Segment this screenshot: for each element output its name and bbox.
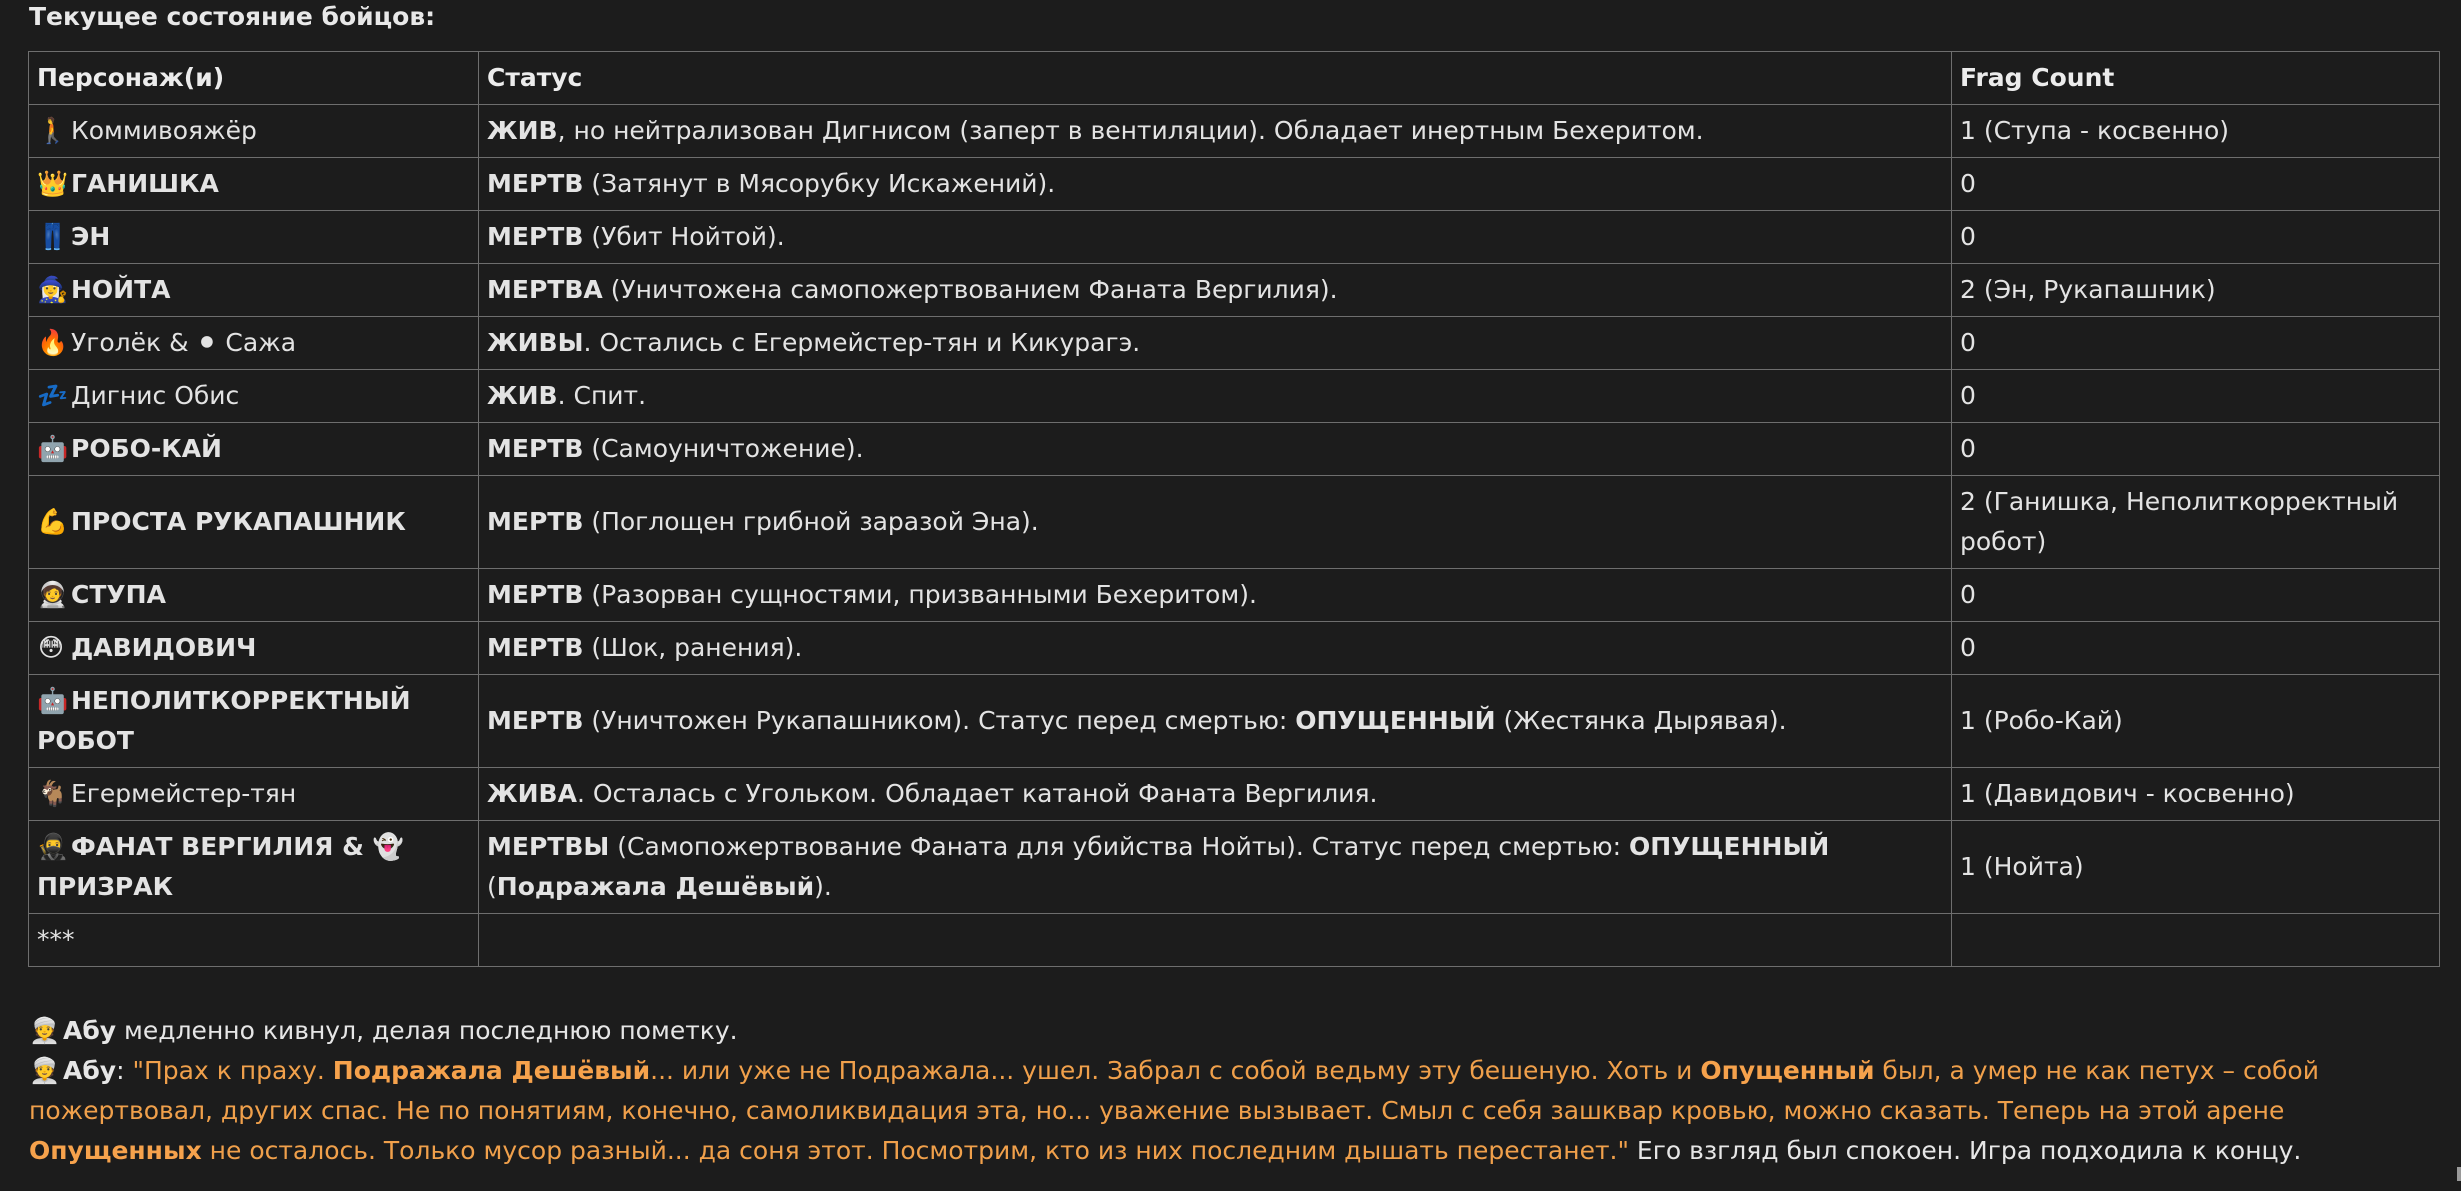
status-keyword: ЖИВА — [487, 779, 577, 808]
status-text: (Убит Нойтой). — [583, 222, 785, 251]
status-cell — [479, 423, 1952, 476]
status-text: (Шок, ранения). — [583, 633, 803, 662]
frag-count-cell: 1 (Робо-Кай) — [1952, 675, 2440, 768]
column-header-frag-count: Frag Count — [1952, 52, 2440, 105]
status-text: (Уничтожена самопожертвованием Фаната Вергилия). — [602, 275, 1338, 304]
status-cell — [479, 264, 1952, 317]
table-row — [29, 158, 2440, 211]
table-row — [29, 423, 2440, 476]
status-text: (Уничтожен Рукапашником). Статус перед смертью: — [583, 706, 1296, 735]
status-cell — [479, 158, 1952, 211]
character-name: ГАНИШКА — [71, 169, 219, 198]
status-keyword: МЕРТВЫ — [487, 832, 610, 861]
character-cell — [29, 264, 479, 317]
character-icon: 💪 — [37, 507, 69, 536]
status-text: ). — [814, 872, 832, 901]
character-cell — [29, 105, 479, 158]
quote-emphasis: Подражала Дешёвый — [332, 1056, 651, 1085]
narration-text: медленно кивнул, делая последнюю пометку. — [116, 1016, 738, 1045]
status-cell — [479, 569, 1952, 622]
character-cell — [29, 317, 479, 370]
character-name: НЕПОЛИТКОРРЕКТНЫЙ РОБОТ — [37, 686, 411, 755]
table-row — [29, 622, 2440, 675]
status-text: . Остались с Егермейстер-тян и Кикурагэ. — [583, 328, 1141, 357]
frag-count-cell: 1 (Давидович - косвенно) — [1952, 768, 2440, 821]
status-text: ( — [487, 872, 497, 901]
quote-text: не осталось. Только мусор разный... да соня этот. Посмотрим, кто из них последним дышать перестанет." — [201, 1136, 1629, 1165]
table-row — [29, 370, 2440, 423]
status-text: (Самоуничтожение). — [583, 434, 864, 463]
frag-count-cell: 0 — [1952, 622, 2440, 675]
character-cell — [29, 768, 479, 821]
table-row — [29, 914, 2440, 967]
status-keyword: ЖИВ — [487, 116, 558, 145]
quote-emphasis: Опущенных — [29, 1136, 202, 1165]
status-text: , но нейтрализован Дигнисом (заперт в вентиляции). Обладает инертным Бехеритом. — [557, 116, 1704, 145]
character-name: ФАНАТ ВЕРГИЛИЯ & 👻 ПРИЗРАК — [37, 832, 404, 901]
character-cell — [29, 914, 479, 967]
character-cell — [29, 622, 479, 675]
status-keyword: МЕРТВ — [487, 169, 584, 198]
frag-count-cell — [1952, 914, 2440, 967]
frag-count-cell: 0 — [1952, 211, 2440, 264]
turban-person-icon: 👳 — [29, 1016, 61, 1045]
status-text: (Жестянка Дырявая). — [1495, 706, 1787, 735]
quote-emphasis: Опущенный — [1700, 1056, 1875, 1085]
status-text: . Осталась с Угольком. Обладает катаной Фаната Вергилия. — [576, 779, 1378, 808]
frag-count-cell: 0 — [1952, 317, 2440, 370]
fighters-table — [28, 51, 2440, 967]
narration-tail: Его взгляд был спокоен. Игра подходила к концу. — [1628, 1136, 2302, 1165]
status-cell — [479, 675, 1952, 768]
frag-count-cell: 2 (Ганишка, Неполиткорректный робот) — [1952, 476, 2440, 569]
character-name: Коммивояжёр — [71, 116, 257, 145]
character-name: СТУПА — [71, 580, 166, 609]
character-cell — [29, 423, 479, 476]
character-icon: 😳 — [37, 633, 65, 662]
quote-text: был, а умер не как петух – собой пожертвовал, других спас. Не по понятиям, конечно, самоликвидация эта, но... уважение вызывает. Смыл с себя зашквар кровью, можно сказать. Теперь на этой арене — [29, 1056, 2319, 1125]
speaker-name: Абу — [63, 1016, 117, 1045]
narration-line-2 — [29, 1051, 2449, 1171]
character-name: ДАВИДОВИЧ — [71, 633, 257, 662]
table-row — [29, 675, 2440, 768]
table-row — [29, 821, 2440, 914]
character-icon: 🧑‍🚀 — [37, 580, 69, 609]
table-row — [29, 105, 2440, 158]
status-keyword: МЕРТВ — [487, 706, 584, 735]
speaker-name: Абу — [63, 1056, 117, 1085]
character-name: Уголёк & ⚫ Сажа — [71, 328, 297, 357]
speaker-colon: : — [116, 1056, 133, 1085]
character-name: ЭН — [71, 222, 111, 251]
frag-count-cell: 1 (Ступа - косвенно) — [1952, 105, 2440, 158]
status-cell — [479, 105, 1952, 158]
status-keyword: Подражала Дешёвый — [496, 872, 815, 901]
column-header-character: Персонаж(и) — [29, 52, 479, 105]
table-row — [29, 264, 2440, 317]
status-text: (Разорван сущностями, призванными Бехеритом). — [583, 580, 1257, 609]
frag-count-cell: 0 — [1952, 423, 2440, 476]
character-icon: 👑 — [37, 169, 69, 198]
frag-count-cell: 1 (Нойта) — [1952, 821, 2440, 914]
section-heading: Текущее состояние бойцов: — [29, 2, 436, 31]
status-cell — [479, 370, 1952, 423]
frag-count-cell: 0 — [1952, 569, 2440, 622]
quote-text: "Прах к праху. — [132, 1056, 333, 1085]
status-keyword: МЕРТВ — [487, 507, 584, 536]
character-name: РОБО-КАЙ — [71, 434, 222, 463]
status-keyword: МЕРТВ — [487, 633, 584, 662]
status-cell — [479, 622, 1952, 675]
status-cell — [479, 476, 1952, 569]
character-name: Егермейстер-тян — [71, 779, 297, 808]
character-cell — [29, 569, 479, 622]
scrollbar-thumb[interactable] — [2457, 1167, 2461, 1181]
quote-text: ... или уже не Подражала... ушел. Забрал с собой ведьму эту бешеную. Хоть и — [650, 1056, 1701, 1085]
table-row — [29, 569, 2440, 622]
status-keyword: МЕРТВА — [487, 275, 603, 304]
character-icon: 🧙‍♀️ — [37, 275, 69, 304]
character-cell — [29, 370, 479, 423]
status-text: . Спит. — [557, 381, 647, 410]
status-text: (Самопожертвование Фаната для убийства Нойты). Статус перед смертью: — [609, 832, 1629, 861]
turban-person-icon: 👳 — [29, 1056, 61, 1085]
status-text: (Поглощен грибной заразой Эна). — [583, 507, 1039, 536]
character-icon: 🔥 — [37, 328, 69, 357]
status-cell — [479, 317, 1952, 370]
narration-line-1 — [29, 1011, 2449, 1051]
table-header-row — [29, 52, 2440, 105]
character-icon: 🚶 — [37, 116, 69, 145]
character-name: ПРОСТА РУКАПАШНИК — [71, 507, 406, 536]
character-cell — [29, 476, 479, 569]
character-icon: 🤖 — [37, 686, 69, 715]
status-keyword: ОПУЩЕННЫЙ — [1628, 832, 1830, 861]
table-row — [29, 476, 2440, 569]
status-keyword: МЕРТВ — [487, 222, 584, 251]
table-row — [29, 768, 2440, 821]
character-icon: 💤 — [37, 381, 69, 410]
table-row — [29, 317, 2440, 370]
status-keyword: МЕРТВ — [487, 580, 584, 609]
character-cell — [29, 821, 479, 914]
character-icon: 🤖 — [37, 434, 69, 463]
frag-count-cell: 0 — [1952, 370, 2440, 423]
character-icon: 🥷 — [37, 832, 69, 861]
frag-count-cell: 2 (Эн, Рукапашник) — [1952, 264, 2440, 317]
status-keyword: МЕРТВ — [487, 434, 584, 463]
status-cell — [479, 768, 1952, 821]
status-keyword: ОПУЩЕННЫЙ — [1295, 706, 1496, 735]
status-cell — [479, 821, 1952, 914]
frag-count-cell: 0 — [1952, 158, 2440, 211]
status-keyword: ЖИВЫ — [487, 328, 584, 357]
character-icon: 🐐 — [37, 779, 69, 808]
status-text: (Затянут в Мясорубку Искажений). — [583, 169, 1056, 198]
character-cell — [29, 675, 479, 768]
status-cell — [479, 211, 1952, 264]
character-name: *** — [37, 925, 75, 954]
character-cell — [29, 158, 479, 211]
character-cell — [29, 211, 479, 264]
status-keyword: ЖИВ — [487, 381, 558, 410]
status-cell — [479, 914, 1952, 967]
column-header-status: Статус — [479, 52, 1952, 105]
table-row — [29, 211, 2440, 264]
character-name: НОЙТА — [71, 275, 171, 304]
character-name: Дигнис Обис — [71, 381, 240, 410]
character-icon: 👖 — [37, 222, 69, 251]
